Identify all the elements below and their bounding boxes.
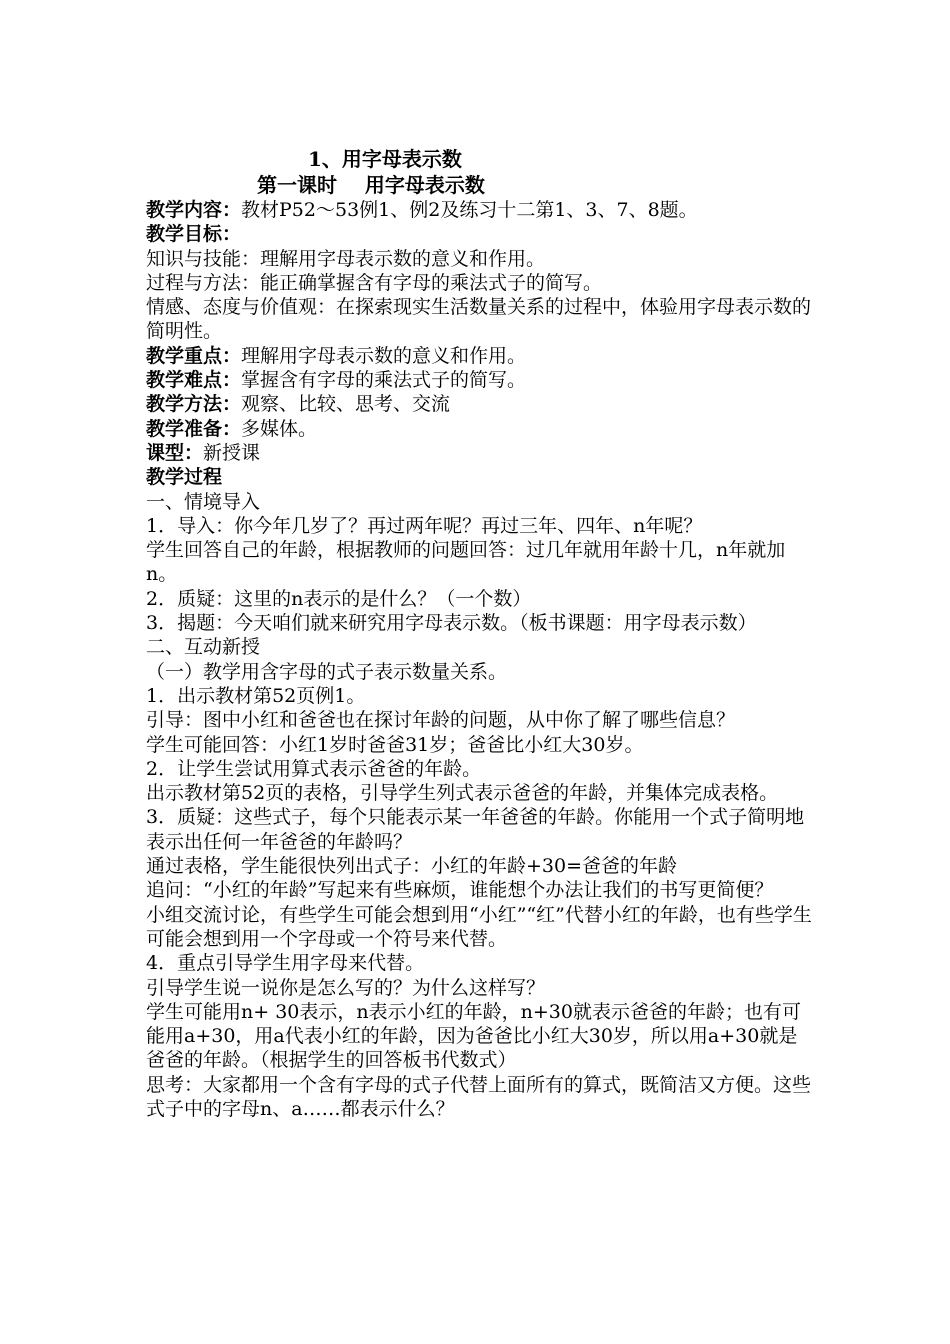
teaching-content-label: 教学内容： [146,199,242,221]
paragraph: 出示教材第52页的表格，引导学生列式表示爸爸的年龄，并集体完成表格。 [146,782,779,805]
paragraph: 思考：大家都用一个含有字母的式子代替上面所有的算式，既简洁又方便。这些式子中的字母n、a……都表示什么？ [146,1073,812,1120]
difficult-point-text: 掌握含有字母的乘法式子的简写。 [241,369,527,392]
goal-process: 过程与方法：能正确掌握含有字母的乘法式子的简写。 [146,271,603,294]
key-point [146,344,814,368]
teaching-goals-label: 教学目标： [146,223,242,246]
paragraph: 追问：“小红的年龄”写起来有些麻烦，谁能想个办法让我们的书写更简便？ [146,879,774,902]
paragraph: 4．重点引导学生用字母来代替。 [146,952,425,975]
section-heading: 一、情境导入 [146,490,261,513]
teaching-goals-heading [146,222,814,246]
lesson-type [146,441,814,465]
paragraph: 学生可能回答：小红1岁时爸爸31岁；爸爸比小红大30岁。 [146,733,644,756]
teaching-preparation-label: 教学准备： [146,417,242,440]
paragraph: 小组交流讨论，有些学生可能会想到用“小红”“红”代替小红的年龄，也有些学生可能会想到用一个字母或一个符号来代替。 [146,903,812,950]
lesson-type-text: 新授课 [203,441,261,464]
paragraph: 引导：图中小红和爸爸也在探讨年龄的问题，从中你了解了哪些信息？ [146,709,736,732]
teaching-method-text: 观察、比较、思考、交流 [241,393,451,416]
teaching-content [146,198,814,222]
paragraph: 3．揭题：今天咱们就来研究用字母表示数。（板书课题：用字母表示数） [146,612,757,635]
teaching-process-label: 教学过程 [146,466,223,489]
paragraph: 3．质疑：这些式子，每个只能表示某一年爸爸的年龄。你能用一个式子简明地表示出任何一年爸爸的年龄吗？ [146,806,805,853]
paragraph: 2．质疑：这里的n表示的是什么？（一个数） [146,587,532,610]
teaching-content-text: 教材P52～53例1、例2及练习十二第1、3、7、8题。 [241,199,698,221]
teaching-method [146,392,814,416]
teaching-preparation-text: 多媒体。 [241,417,318,440]
teaching-process-heading [146,465,814,489]
section-heading: 二、互动新授 [146,636,261,659]
difficult-point-label: 教学难点： [146,369,242,392]
teaching-method-label: 教学方法： [146,393,242,416]
paragraph: 学生回答自己的年龄，根据教师的问题回答：过几年就用年龄十几，n年就加n。 [146,539,786,586]
goal-knowledge: 知识与技能：理解用字母表示数的意义和作用。 [146,247,546,270]
paragraph: 引导学生说一说你是怎么写的？为什么这样写？ [146,976,546,999]
paragraph: 1．出示教材第52页例1。 [146,684,366,707]
paragraph: 学生可能用n+ 30表示，n表示小红的年龄，n+30就表示爸爸的年龄；也有可能用a+30，用a代表小红的年龄，因为爸爸比小红大30岁，所以用a+30就是爸爸的年龄。（根据学生的回答板书代数式） [146,1000,801,1072]
goal-emotion: 情感、态度与价值观：在探索现实生活数量关系的过程中，体验用字母表示数的简明性。 [146,296,812,343]
paragraph: 通过表格，学生能很快列出式子：小红的年龄+30=爸爸的年龄 [146,855,678,878]
paragraph: （一）教学用含字母的式子表示数量关系。 [146,660,508,683]
key-point-label: 教学重点： [146,344,242,367]
teaching-preparation [146,417,814,441]
difficult-point [146,368,814,392]
paragraph: 2．让学生尝试用算式表示爸爸的年龄。 [146,757,482,780]
lesson-plan [146,147,814,1121]
key-point-text: 理解用字母表示数的意义和作用。 [241,344,527,367]
lesson-type-label: 课型： [146,441,204,464]
paragraph: 1．导入：你今年几岁了？再过两年呢？再过三年、四年、n年呢？ [146,514,703,537]
lesson-subtitle: 第一课时 用字母表示数 [257,173,485,197]
lesson-title: 1、用字母表示数 [308,147,462,171]
